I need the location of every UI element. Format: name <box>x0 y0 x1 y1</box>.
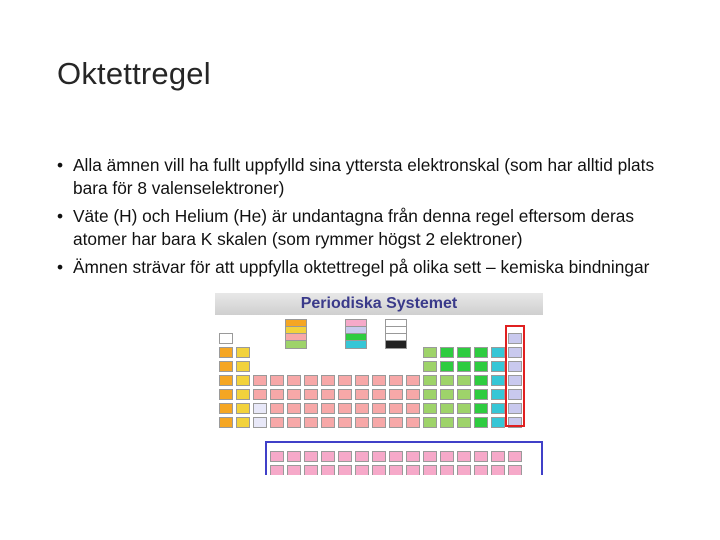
element-cell <box>474 375 488 386</box>
element-cell <box>321 417 335 428</box>
element-cell <box>457 389 471 400</box>
element-cell <box>287 417 301 428</box>
element-cell <box>304 417 318 428</box>
element-cell <box>423 417 437 428</box>
element-cell <box>440 403 454 414</box>
noble-gas-highlight <box>505 325 525 427</box>
element-cell <box>491 403 505 414</box>
element-cell <box>270 417 284 428</box>
element-cell <box>423 347 437 358</box>
element-cell <box>440 389 454 400</box>
element-cell <box>491 361 505 372</box>
bullet-item: • Alla ämnen vill ha fullt uppfylld sina yttersta elektronskal (som har alltid plats bara för 8 valenselektroner) <box>57 154 667 199</box>
element-cell <box>287 389 301 400</box>
element-cell <box>474 389 488 400</box>
element-cell <box>457 403 471 414</box>
element-cell <box>270 403 284 414</box>
element-cell <box>406 417 420 428</box>
element-cell <box>236 375 250 386</box>
element-cell <box>423 361 437 372</box>
element-cell <box>457 347 471 358</box>
element-cell <box>253 375 267 386</box>
element-cell <box>457 361 471 372</box>
element-cell <box>219 333 233 344</box>
element-cell <box>389 417 403 428</box>
element-cell <box>304 403 318 414</box>
element-cell <box>219 347 233 358</box>
element-cell <box>338 375 352 386</box>
element-cell <box>355 389 369 400</box>
element-cell <box>355 417 369 428</box>
element-cell <box>236 389 250 400</box>
element-cell <box>423 403 437 414</box>
element-cell <box>355 403 369 414</box>
element-cell <box>423 375 437 386</box>
element-cell <box>236 347 250 358</box>
element-cell <box>338 417 352 428</box>
element-cell <box>253 389 267 400</box>
element-cell <box>304 389 318 400</box>
element-cell <box>219 403 233 414</box>
element-cell <box>440 375 454 386</box>
element-cell <box>338 403 352 414</box>
element-cell <box>457 417 471 428</box>
element-cell <box>253 417 267 428</box>
element-cell <box>270 389 284 400</box>
element-cell <box>304 375 318 386</box>
element-cell <box>372 389 386 400</box>
element-cell <box>219 375 233 386</box>
element-cell <box>389 403 403 414</box>
legend-swatch <box>385 340 407 349</box>
element-cell <box>219 361 233 372</box>
bullet-item: • Väte (H) och Helium (He) är undantagna från denna regel eftersom deras atomer har bara K skalen (som rymmer högst 2 elektroner) <box>57 205 667 250</box>
element-cell <box>440 347 454 358</box>
element-cell <box>406 403 420 414</box>
element-cell <box>389 389 403 400</box>
element-cell <box>321 375 335 386</box>
element-cell <box>219 417 233 428</box>
element-cell <box>423 389 437 400</box>
element-cell <box>440 417 454 428</box>
slide-title: Oktettregel <box>57 56 211 91</box>
element-cell <box>236 361 250 372</box>
element-cell <box>287 375 301 386</box>
element-cell <box>406 389 420 400</box>
periodic-table-image <box>215 293 543 475</box>
element-cell <box>491 347 505 358</box>
element-cell <box>474 403 488 414</box>
element-cell <box>355 375 369 386</box>
element-cell <box>270 375 284 386</box>
element-cell <box>372 375 386 386</box>
element-cell <box>372 403 386 414</box>
element-cell <box>474 417 488 428</box>
element-cell <box>457 375 471 386</box>
element-cell <box>253 403 267 414</box>
bullet-list <box>57 154 667 285</box>
element-cell <box>474 347 488 358</box>
periodic-table-title: Periodiska Systemet <box>215 293 543 315</box>
element-cell <box>440 361 454 372</box>
bullet-item: • Ämnen strävar för att uppfylla oktettregel på olika sett – kemiska bindningar <box>57 256 667 279</box>
element-cell <box>321 403 335 414</box>
legend-swatch <box>285 340 307 349</box>
element-cell <box>474 361 488 372</box>
element-cell <box>321 389 335 400</box>
element-cell <box>491 417 505 428</box>
element-cell <box>236 417 250 428</box>
element-cell <box>389 375 403 386</box>
element-cell <box>219 389 233 400</box>
element-cell <box>372 417 386 428</box>
element-cell <box>491 375 505 386</box>
element-cell <box>406 375 420 386</box>
element-cell <box>338 389 352 400</box>
f-block-highlight <box>265 441 543 475</box>
legend-swatch <box>345 340 367 349</box>
element-cell <box>236 403 250 414</box>
element-cell <box>287 403 301 414</box>
element-cell <box>491 389 505 400</box>
